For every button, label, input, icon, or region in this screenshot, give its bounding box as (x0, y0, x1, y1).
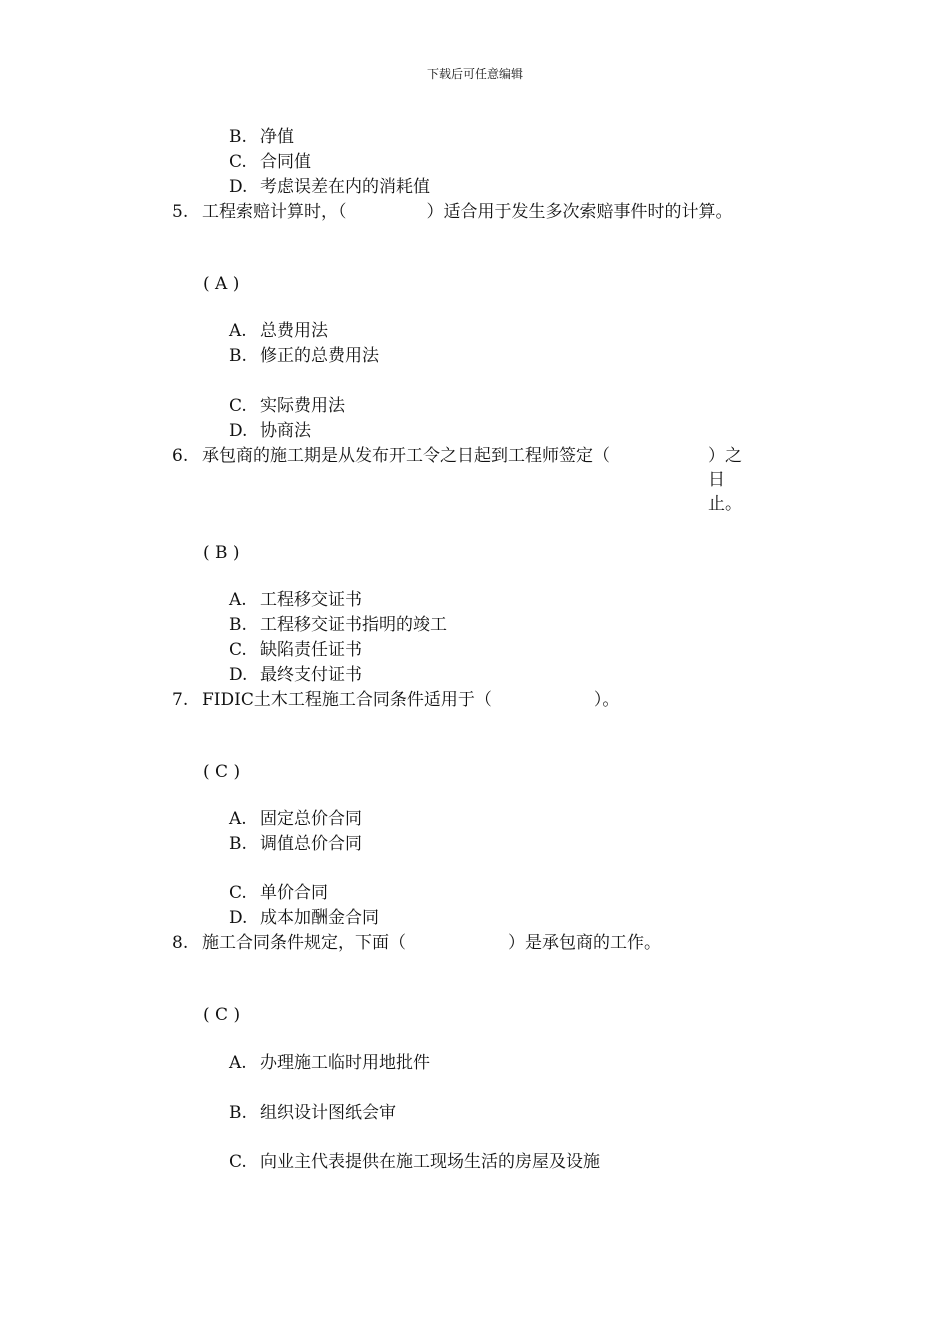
stem-before: 工程索赔计算时，（ (202, 202, 347, 222)
option-text: 缺陷责任证书 (260, 640, 362, 660)
option-letter: B. (229, 346, 247, 366)
option-letter: D. (229, 177, 248, 197)
q8-option-c (229, 1150, 600, 1174)
option-text: 工程移交证书 (260, 590, 362, 610)
option-letter: D. (229, 665, 248, 685)
q5-option-c (229, 394, 345, 418)
q8-option-b (229, 1101, 396, 1125)
question-number: 5. (172, 202, 189, 222)
option-letter: A. (229, 809, 247, 829)
option-text: 调值总价合同 (260, 834, 362, 854)
option-text: 总费用法 (260, 321, 328, 341)
q4-option-b (229, 125, 294, 149)
q5-option-b (229, 344, 379, 368)
option-text: 组织设计图纸会审 (260, 1103, 396, 1123)
q4-option-c (229, 150, 311, 174)
q8-option-a (229, 1051, 430, 1075)
option-letter: A. (229, 321, 247, 341)
question-number: 7. (172, 690, 189, 710)
stem-after: ）之日止。 (708, 446, 742, 514)
q6-answer: ( B ) (203, 543, 240, 563)
q6-option-c (229, 638, 362, 662)
q4-option-d (229, 175, 430, 199)
option-text: 合同值 (260, 152, 311, 172)
option-letter: B. (229, 834, 247, 854)
option-letter: D. (229, 421, 248, 441)
q7-stem (172, 688, 812, 712)
q6-option-b (229, 613, 447, 637)
option-text: 固定总价合同 (260, 809, 362, 829)
option-text: 办理施工临时用地批件 (260, 1053, 430, 1073)
option-text: 向业主代表提供在施工现场生活的房屋及设施 (260, 1152, 600, 1172)
question-number: 6. (172, 446, 189, 466)
option-text: 最终支付证书 (260, 665, 362, 685)
stem-after: ）适合用于发生多次索赔事件时的计算。 (426, 202, 733, 222)
stem-after: ）。 (593, 690, 620, 710)
option-text: 净值 (260, 127, 294, 147)
option-text: 工程移交证书指明的竣工 (260, 615, 447, 635)
option-letter: C. (229, 152, 247, 172)
option-letter: C. (229, 1152, 247, 1172)
stem-before: 施工合同条件规定，下面（ (202, 933, 406, 953)
option-letter: B. (229, 1103, 247, 1123)
option-text: 成本加酬金合同 (260, 908, 379, 928)
option-text: 考虑误差在内的消耗值 (260, 177, 430, 197)
q7-option-b (229, 832, 362, 856)
stem-before: 承包商的施工期是从发布开工令之日起到工程师签定（ (202, 446, 610, 466)
q8-answer: ( C ) (203, 1005, 241, 1025)
q6-option-a (229, 588, 362, 612)
option-letter: D. (229, 908, 248, 928)
option-text: 修正的总费用法 (260, 346, 379, 366)
option-text: 实际费用法 (260, 396, 345, 416)
option-letter: A. (229, 590, 247, 610)
option-text: 单价合同 (260, 883, 328, 903)
option-letter: B. (229, 127, 247, 147)
q5-answer: ( A ) (203, 274, 240, 294)
stem-before: FIDIC土木工程施工合同条件适用于（ (202, 690, 492, 710)
question-number: 8. (172, 933, 189, 953)
q7-option-c (229, 881, 328, 905)
q5-stem (172, 200, 812, 224)
stem-after: ）是承包商的工作。 (508, 933, 661, 953)
option-letter: C. (229, 640, 247, 660)
q8-stem (172, 931, 812, 955)
option-text: 协商法 (260, 421, 311, 441)
option-letter: B. (229, 615, 247, 635)
q7-answer: ( C ) (203, 762, 241, 782)
q5-option-a (229, 319, 328, 343)
q6-option-d (229, 663, 362, 687)
q6-stem-line1 (172, 444, 812, 516)
option-letter: A. (229, 1053, 247, 1073)
q7-option-d (229, 906, 379, 930)
option-letter: C. (229, 883, 247, 903)
q7-option-a (229, 807, 362, 831)
page-header: 下载后可任意编辑 (426, 67, 523, 81)
q5-option-d (229, 419, 311, 443)
option-letter: C. (229, 396, 247, 416)
